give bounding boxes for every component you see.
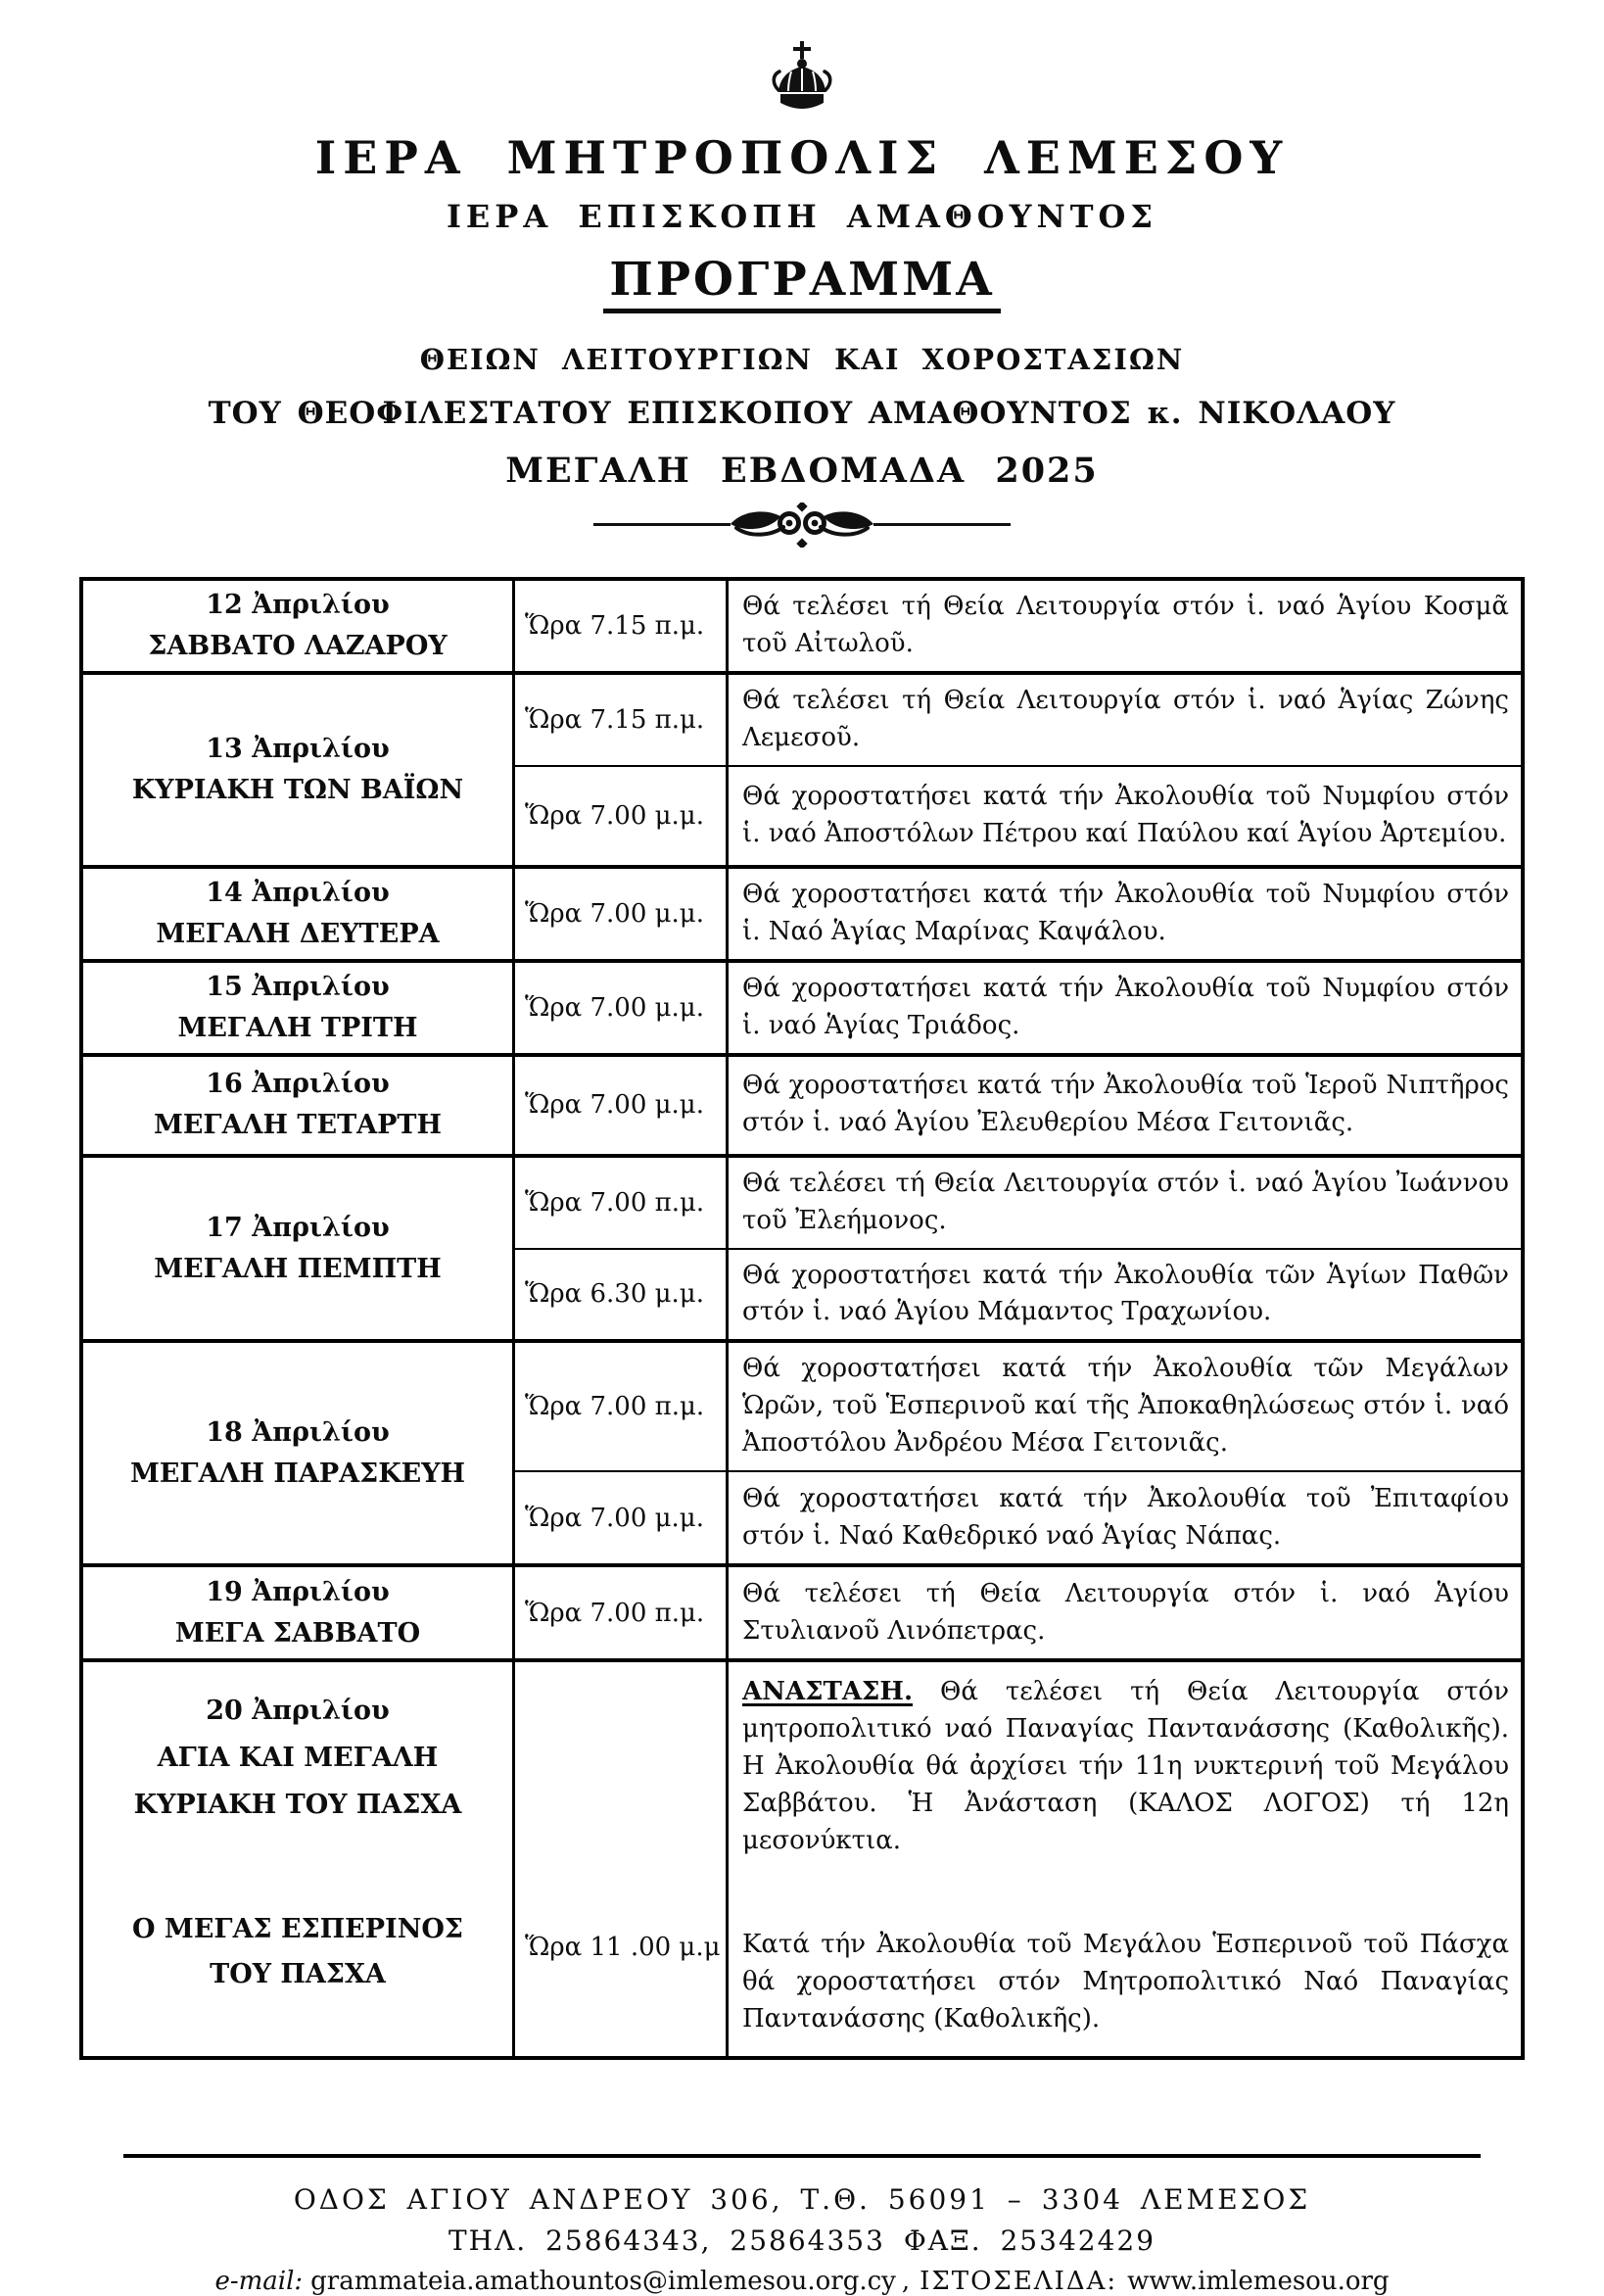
time-cell: Ὥρα 7.00 μ.μ. — [512, 963, 726, 1053]
date-line: 15 Ἀπριλίου — [206, 971, 390, 1002]
time-cell: Ὥρα 7.15 π.μ. — [512, 675, 726, 765]
description-text: Θά τελέσει τή Θεία Λειτουργία στόν ἱ. ναό Ἁγίας Ζώνης Λεμεσοῦ. — [742, 685, 1509, 752]
description-text: Θά χοροστατήσει κατά τήν Ἀκολουθία τοῦ Ἱεροῦ Νιπτῆρος στόν ἱ. ναό Ἁγίου Ἐλευθερίου Μέσα Γειτονιᾶς. — [742, 1071, 1509, 1138]
description-text: Θά χοροστατήσει κατά τήν Ἀκολουθία τοῦ Νυμφίου στόν ἱ. ναό Ἀποστόλων Πέτρου καί Παύλου καί Ἁγίου Ἀρτεμίου. — [742, 781, 1509, 848]
description-cell — [726, 767, 1521, 865]
day-name: ΜΕΓΑΛΗ ΠΑΡΑΣΚΕΥΗ — [129, 1458, 466, 1489]
description-cell — [726, 963, 1521, 1053]
doc-title-wrap — [0, 253, 1604, 313]
time-cell: Ὥρα 7.00 μ.μ. — [512, 1472, 726, 1563]
date-cell — [83, 1662, 512, 2056]
date-line: 20 Ἀπριλίου — [206, 1696, 390, 1727]
date-line: 18 Ἀπριλίου — [206, 1417, 390, 1449]
website-label: ΙΣΤΟΣΕΛΙΔΑ: — [920, 2267, 1118, 2296]
description-text: Θά χοροστατήσει κατά τήν Ἀκολουθία τοῦ Νυμφίου στόν ἱ. Ναό Ἁγίας Μαρίνας Καψάλου. — [742, 879, 1509, 946]
description-text: Θά χοροστατήσει κατά τήν Ἀκολουθία τῶν Ἁγίων Παθῶν στόν ἱ. ναό Ἁγίου Μάμαντος Τραχωνίου. — [742, 1260, 1509, 1327]
date-cell — [83, 1343, 512, 1563]
date-cell — [83, 675, 512, 865]
footer-phones: ΤΗΛ. 25864343, 25864353 ΦΑΞ. 25342429 — [448, 2224, 1156, 2258]
day-name: ΑΓΙΑ ΚΑΙ ΜΕΓΑΛΗ — [157, 1743, 439, 1774]
email-address: grammateia.amathountos@imlemesou.org.cy — [310, 2267, 896, 2296]
date-cell — [83, 869, 512, 959]
date-line: 17 Ἀπριλίου — [206, 1212, 390, 1243]
email-label: e-mail: — [214, 2267, 304, 2296]
date-line: 16 Ἀπριλίου — [206, 1069, 390, 1100]
website-address: www.imlemesou.org — [1127, 2267, 1390, 2296]
day-name: ΜΕΓΑΛΗ ΤΕΤΑΡΤΗ — [153, 1110, 443, 1141]
date-line: 19 Ἀπριλίου — [206, 1576, 390, 1607]
org-name-line2: ΙΕΡΑ ΕΠΙΣΚΟΠΗ ΑΜΑΘΟΥΝΤΟΣ — [446, 198, 1158, 235]
footer-contact — [0, 2267, 1604, 2296]
date-line: 13 Ἀπριλίου — [206, 734, 390, 765]
day-name: ΜΕΓΑ ΣΑΒΒΑΤΟ — [174, 1617, 421, 1649]
schedule-row — [83, 959, 1521, 1053]
description-text: Κατά τήν Ἀκολουθία τοῦ Μεγάλου Ἑσπερινοῦ τοῦ Πάσχα θά χοροστατήσει στόν Μητροπολιτικό Ναό Παναγίας Παντανάσσης (Καθολικῆς). — [742, 1930, 1509, 2034]
date-cell — [83, 1567, 512, 1658]
document-footer — [0, 2154, 1604, 2296]
day-name: ΜΕΓΑΛΗ ΠΕΜΠΤΗ — [154, 1253, 442, 1284]
description-text: Θά χοροστατήσει κατά τήν Ἀκολουθία τῶν Μεγάλων Ὡρῶν, τοῦ Ἑσπερινοῦ καί τῆς Ἀποκαθηλώσεως στόν ἱ. ναό Ἀποστόλου Ἀνδρέου Μέσα Γειτονιᾶς. — [742, 1354, 1509, 1459]
day-name: ΚΥΡΙΑΚΗ ΤΟΥ ΠΑΣΧΑ — [133, 1790, 462, 1821]
time-cell: Ὥρα 7.00 μ.μ. — [512, 1057, 726, 1154]
description-cell — [726, 1158, 1521, 1248]
subtitle-bishop: ΤΟΥ ΘΕΟΦΙΛΕΣΤΑΤΟΥ ΕΠΙΣΚΟΠΟΥ ΑΜΑΘΟΥΝΤΟΣ κ. ΝΙΚΟΛΑΟΥ — [208, 396, 1396, 431]
description-text: Θά τελέσει τή Θεία Λειτουργία στόν ἱ. ναό Ἁγίου Κοσμᾶ τοῦ Αἰτωλοῦ. — [742, 592, 1509, 658]
date-cell — [83, 581, 512, 671]
day-name: Ο ΜΕΓΑΣ ΕΣΠΕΡΙΝΟΣ — [132, 1914, 463, 1945]
description-cell — [726, 1343, 1521, 1470]
time-cell: Ὥρα 6.30 μ.μ. — [512, 1250, 726, 1340]
time-cell: Ὥρα 7.00 π.μ. — [512, 1567, 726, 1658]
description-cell — [726, 675, 1521, 765]
time-cell: Ὥρα 11 .00 μ.μ — [512, 1662, 726, 2056]
day-name: ΣΑΒΒΑΤΟ ΛΑΖΑΡΟΥ — [148, 630, 448, 661]
description-cell — [726, 869, 1521, 959]
footer-divider — [123, 2154, 1481, 2158]
contact-separator: , — [901, 2267, 911, 2296]
time-cell: Ὥρα 7.00 μ.μ. — [512, 869, 726, 959]
schedule-row — [83, 581, 1521, 671]
day-name: ΤΟΥ ΠΑΣΧΑ — [210, 1959, 386, 1990]
schedule-table — [79, 577, 1525, 2060]
great-vespers-block — [132, 1907, 463, 1997]
description-cell — [726, 1567, 1521, 1658]
description-text: Θά χοροστατήσει κατά τήν Ἀκολουθία τοῦ Νυμφίου στόν ἱ. ναό Ἁγίας Τριάδος. — [742, 973, 1509, 1040]
subtitle-holy-week: ΜΕΓΑΛΗ ΕΒΔΟΜΑΔΑ 2025 — [505, 451, 1099, 491]
schedule-row — [83, 1658, 1521, 2056]
divider-flourish-icon — [0, 502, 1604, 548]
subtitle-liturgies: ΘΕΙΩΝ ΛΕΙΤΟΥΡΓΙΩΝ ΚΑΙ ΧΟΡΟΣΤΑΣΙΩΝ — [419, 343, 1185, 376]
day-name: ΚΥΡΙΑΚΗ ΤΩΝ ΒΑΪΩΝ — [131, 774, 464, 805]
schedule-row — [83, 1053, 1521, 1154]
document-header — [0, 0, 1604, 548]
description-cell — [726, 1662, 1521, 2056]
time-cell: Ὥρα 7.00 π.μ. — [512, 1158, 726, 1248]
schedule-row — [83, 1339, 1521, 1563]
date-cell — [83, 1057, 512, 1154]
description-text: Θά τελέσει τή Θεία Λειτουργία στόν ἱ. ναό Ἁγίου Στυλιανοῦ Λινόπετρας. — [742, 1578, 1509, 1646]
footer-address: ΟΔΟΣ ΑΓΙΟΥ ΑΝΔΡΕΟΥ 306, Τ.Θ. 56091 – 3304 ΛΕΜΕΣΟΣ — [293, 2183, 1311, 2217]
description-text: Θά χοροστατήσει κατά τήν Ἀκολουθία τοῦ Ἐπιταφίου στόν ἱ. Ναό Καθεδρικό ναό Ἁγίας Νάπας. — [742, 1483, 1509, 1551]
time-cell: Ὥρα 7.15 π.μ. — [512, 581, 726, 671]
byzantine-crown-icon — [771, 41, 833, 123]
schedule-row — [83, 1563, 1521, 1658]
description-text: Θά τελέσει τή Θεία Λειτουργία στόν μητροπολιτικό ναό Παναγίας Παντανάσσης (Καθολικῆς). Η Ἀκολουθία θά ἀρχίσει τήν 11η νυκτερινή τοῦ Μεγάλου Σαββάτου. Ἡ Ἀνάσταση (ΚΑΛΟΣ ΛΟΓΟΣ) τή 12η μεσονύκτια. — [742, 1677, 1509, 1856]
description-cell — [726, 1250, 1521, 1340]
anastasi-paragraph — [742, 1674, 1509, 1860]
schedule-row — [83, 1154, 1521, 1340]
anastasi-lead: ΑΝΑΣΤΑΣΗ. — [742, 1677, 914, 1707]
schedule-row — [83, 865, 1521, 959]
time-cell: Ὥρα 7.00 μ.μ. — [512, 767, 726, 865]
time-cell: Ὥρα 7.00 π.μ. — [512, 1343, 726, 1470]
date-line: 14 Ἀπριλίου — [206, 877, 390, 908]
day-name: ΜΕΓΑΛΗ ΤΡΙΤΗ — [177, 1012, 418, 1043]
vespers-paragraph — [742, 1927, 1509, 2038]
day-name: ΜΕΓΑΛΗ ΔΕΥΤΕΡΑ — [156, 918, 440, 949]
org-name-line1: ΙΕΡΑ ΜΗΤΡΟΠΟΛΙΣ ΛΕΜΕΣΟΥ — [314, 131, 1290, 184]
description-cell — [726, 1057, 1521, 1154]
description-text: Θά τελέσει τή Θεία Λειτουργία στόν ἱ. ναό Ἁγίου Ἰωάννου τοῦ Ἐλεήμονος. — [742, 1168, 1509, 1235]
page-title: ΠΡΟΓΡΑΜΜΑ — [603, 253, 1000, 313]
date-cell — [83, 963, 512, 1053]
date-cell — [83, 1158, 512, 1340]
description-cell — [726, 1472, 1521, 1563]
description-cell — [726, 581, 1521, 671]
schedule-row — [83, 671, 1521, 865]
date-line: 12 Ἀπριλίου — [206, 590, 390, 621]
easter-sunday-block — [134, 1688, 462, 1829]
